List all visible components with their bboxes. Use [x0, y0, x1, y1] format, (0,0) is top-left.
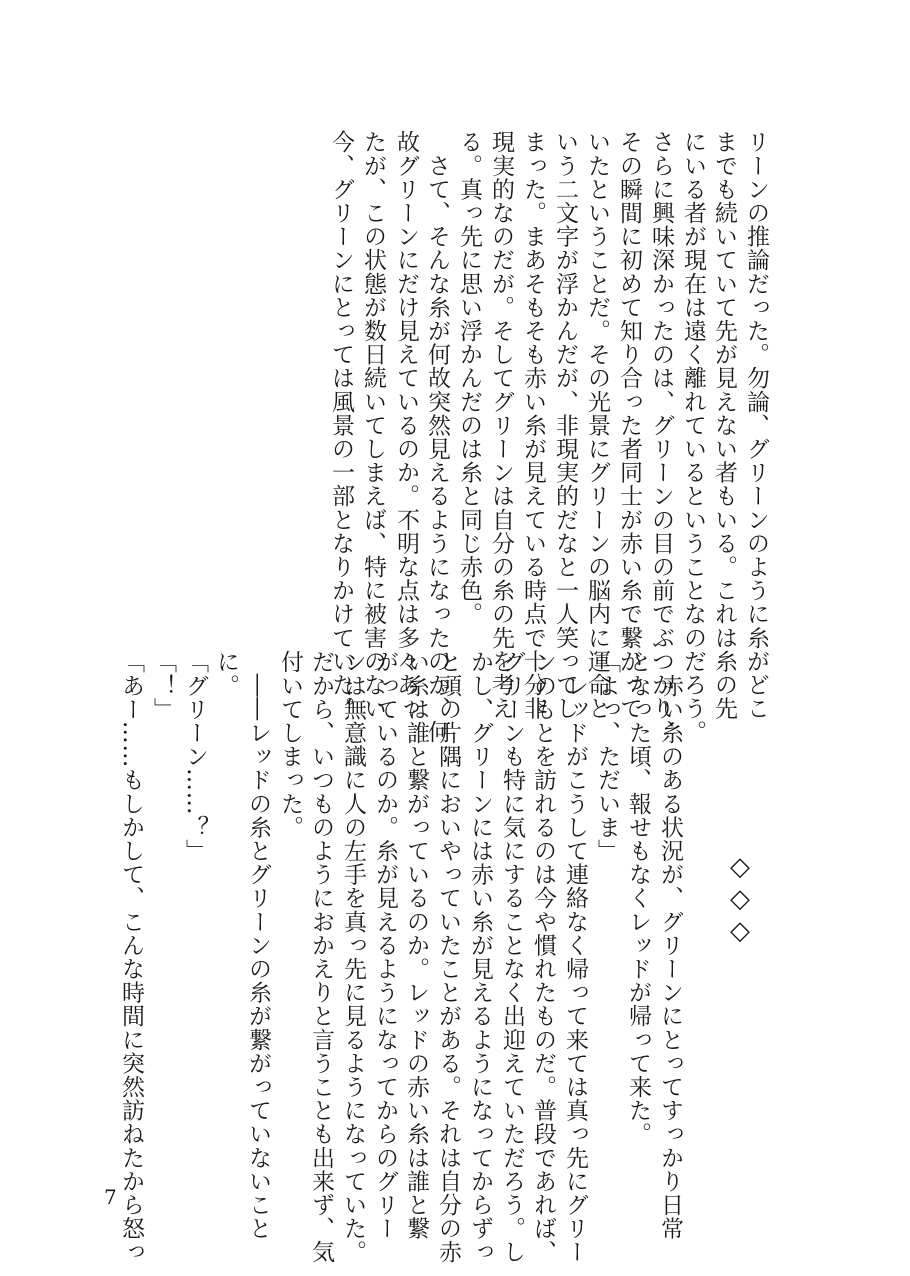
- section-break: ◇◇◇: [725, 852, 755, 948]
- lower-line: ンのもとを訪れるのは今や慣れたものだ。普段であれば、: [530, 650, 556, 1264]
- lower-line: レッドがこうして連絡なく帰って来ては真っ先にグリー: [562, 650, 588, 1264]
- upper-line: リーンの推論だった。勿論、グリーンのように糸がどこ: [743, 130, 769, 720]
- lower-line: がっているのか。糸が見えるようになってからのグリー: [372, 650, 398, 1240]
- upper-line: 故グリーンにだけ見えているのか。不明な点は多々あっ: [393, 130, 419, 720]
- lower-line: かし、グリーンには赤い糸が見えるようになってからずっ: [467, 650, 493, 1264]
- lower-line: となった頃、報せもなくレッドが帰って来た。: [625, 650, 651, 1146]
- lower-line: だから、いつものようにおかえりと言うことも出来ず、気: [308, 650, 334, 1264]
- lower-line: い糸は誰と繋がっているのか。レッドの赤い糸は誰と繋: [403, 650, 429, 1240]
- upper-line: その瞬間に初めて知り合った者同士が赤い糸で繋がって: [616, 130, 642, 720]
- upper-line: いう二文字が浮かんだが、非現実的だなと一人笑ってし: [552, 130, 578, 720]
- page-number: 7: [104, 1185, 117, 1209]
- lower-line: ――レッドの糸とグリーンの糸が繋がっていないこと: [245, 650, 271, 1240]
- upper-line: る。真っ先に思い浮かんだのは糸と同じ赤色。: [456, 130, 482, 626]
- lower-line: グリーンも特に気にすることなく出迎えていただろう。し: [499, 650, 525, 1264]
- upper-line: さて、そんな糸が何故突然見えるようになったのか、何: [424, 130, 450, 744]
- upper-line: 現実的なのだが。そしてグリーンは自分の糸の先を考え: [488, 130, 514, 720]
- upper-line: さらに興味深かったのは、グリーンの目の前でぶつかり、: [648, 130, 674, 744]
- lower-line: 「！」: [150, 650, 176, 721]
- lower-line: ンは無意識に人の左手を真っ先に見るようになっていた。: [340, 650, 366, 1264]
- upper-line: たが、この状態が数日続いてしまえば、特に被害のない: [360, 130, 386, 720]
- upper-line: まった。まあそもそも赤い糸が見えている時点で十分非: [520, 130, 546, 720]
- lower-line: 赤い糸のある状況が、グリーンにとってすっかり日常: [657, 650, 683, 1240]
- lower-line: 「よっ、ただいま」: [594, 650, 620, 863]
- lower-line: 「あー……もしかして、こんな時間に突然訪ねたから怒っ: [118, 650, 144, 1264]
- upper-line: にいる者が現在は遠く離れているということなのだろう。: [680, 130, 706, 744]
- upper-line: 今、グリーンにとっては風景の一部となりかけていた。: [328, 130, 354, 720]
- lower-line: に。: [213, 650, 239, 698]
- lower-line: 付いてしまった。: [277, 650, 303, 839]
- lower-line: と頭の片隅においやっていたことがある。それは自分の赤: [435, 650, 461, 1264]
- lower-line: 「グリーン……？」: [182, 650, 208, 863]
- upper-line: までも続いていて先が見えない者もいる。これは糸の先: [711, 130, 737, 720]
- upper-line: いたということだ。その光景にグリーンの脳内に運命と: [584, 130, 610, 720]
